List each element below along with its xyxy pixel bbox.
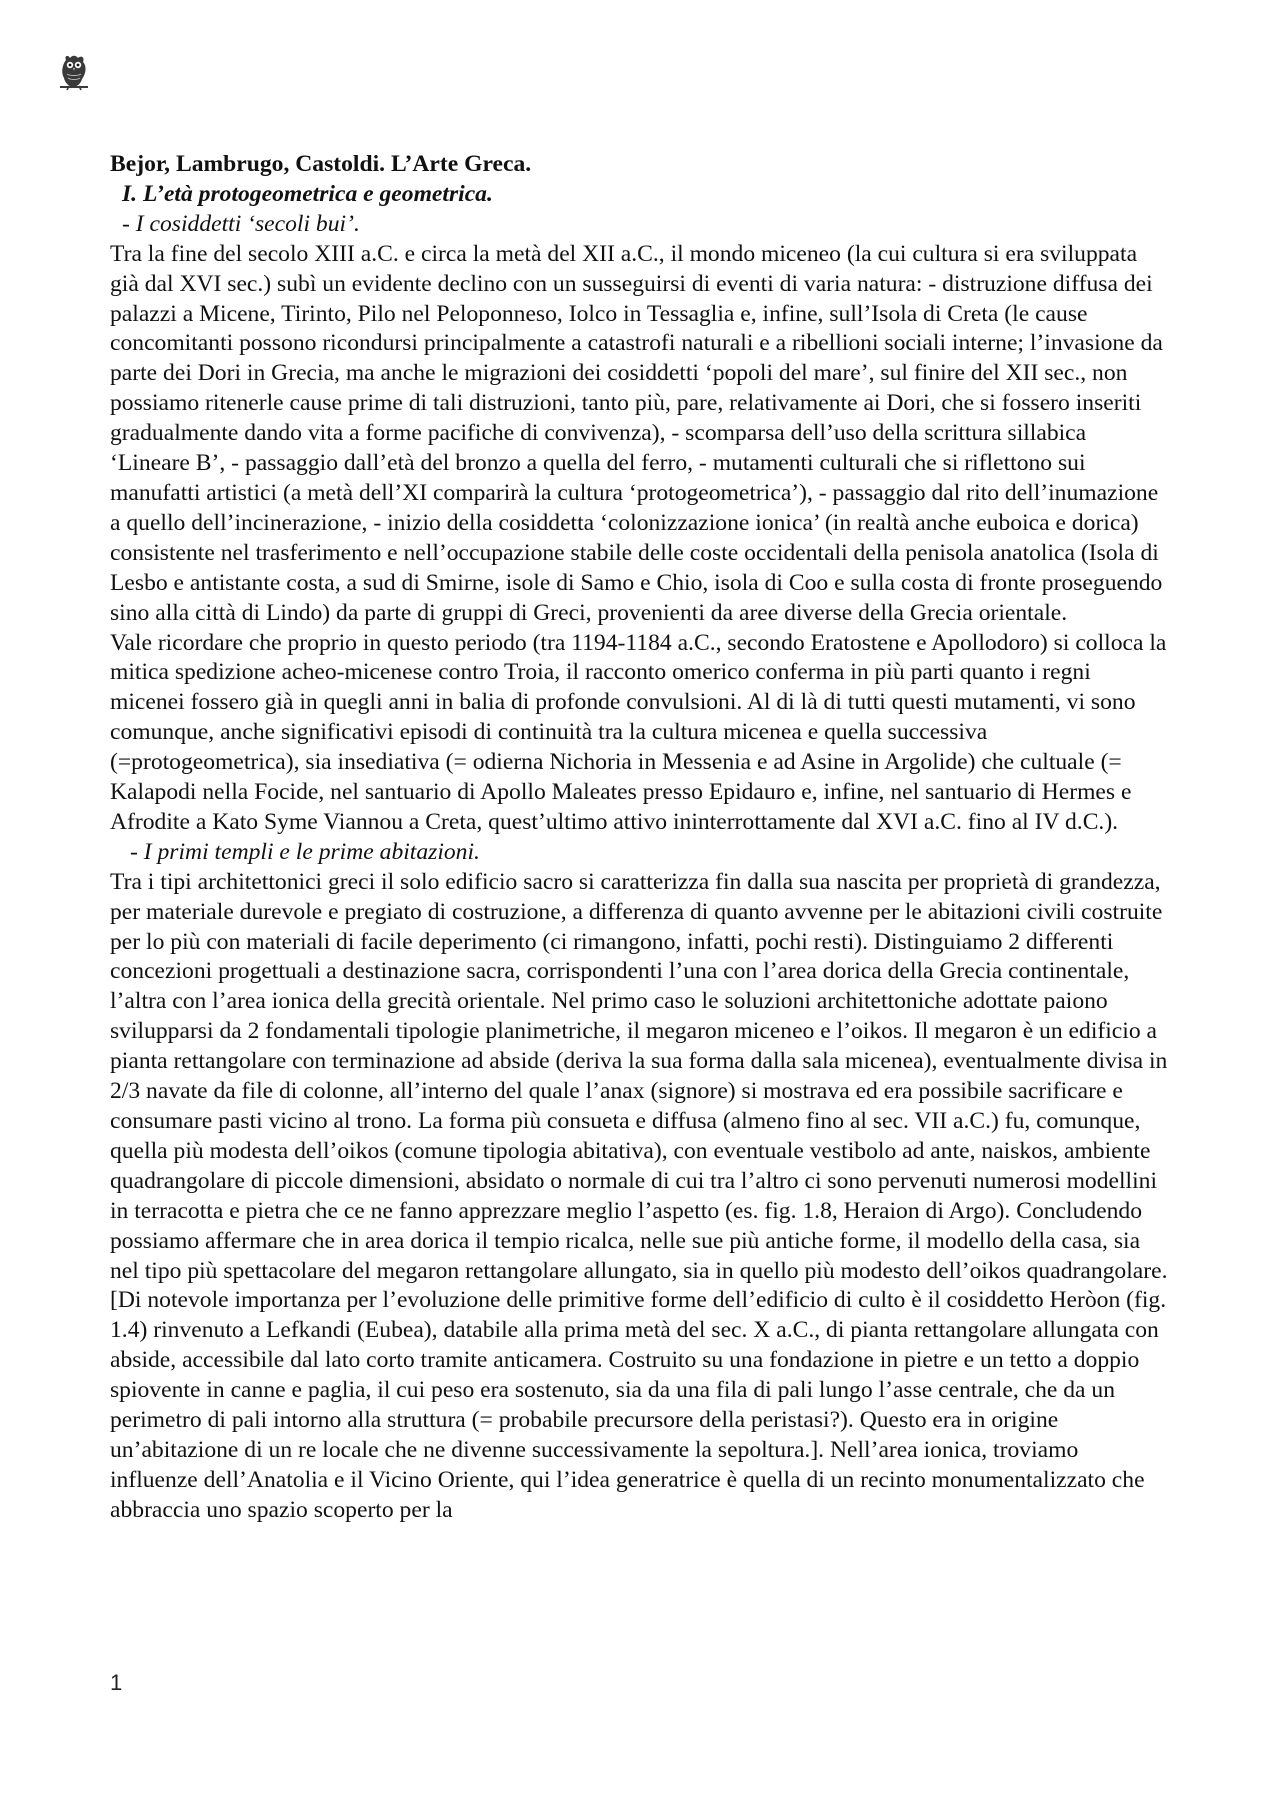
paragraph: Vale ricordare che proprio in questo periodo (tra 1194-1184 a.C., secondo Eratostene e Apollodoro) si colloca la mitica spedizione acheo-micenese contro Troia, il racconto omerico conferma in più parti quanto i regni micenei fossero già in quegli anni in balia di profonde convulsioni. Al di là di tutti questi mutamenti, vi sono comunque, anche significativi episodi di continuità tra la cultura micenea e quella successiva (=protogeometrica), sia insediativa (= odierna Nichoria in Messenia e ad Asine in Argolide) che cultuale (= Kalapodi nella Focide, nel santuario di Apollo Maleates presso Epidauro e, infine, nel santuario di Hermes e Afrodite a Kato Syme Viannou a Creta, quest’ultimo attivo ininterrottamente dal XVI a.C. fino al IV d.C.).	[110, 629, 1167, 835]
owl-icon	[54, 52, 94, 92]
page-number: 1	[110, 1670, 123, 1695]
paragraph: Tra i tipi architettonici greci il solo edificio sacro si caratterizza fin dalla sua nascita per proprietà di grandezza, per materiale durevole e pregiato di costruzione, a differenza di quanto avvenne per le abitazioni civili costruite per lo più con materiali di facile deperimento (ci rimangono, infatti, pochi resti). Distinguiamo 2 differenti concezioni progettuali a destinazione sacra, corrispondenti l’una con l’area dorica della Grecia continentale, l’altra con l’area ionica della grecità orientale. Nel primo caso le soluzioni architettoniche adottate paiono svilupparsi da 2 fondamentali tipologie planimetriche, il megaron miceneo e l’oikos. Il megaron è un edificio a pianta rettangolare con terminazione ad abside (deriva la sua forma dalla sala micenea), eventualmente divisa in 2/3 navate da file di colonne, all’interno del quale l’anax (signore) si mostrava ed era possibile sacrificare e consumare pasti vicino al trono. La forma più consueta e diffusa (almeno fino al sec. VII a.C.) fu, comunque, quella più modesta dell’oikos (comune tipologia abitativa), con eventuale vestibolo ad ante, naiskos, ambiente quadrangolare di piccole dimensioni, absidato o normale di cui tra l’altro ci sono pervenuti numerosi modellini in terracotta e pietra che ce ne fanno apprezzare meglio l’aspetto (es. fig. 1.8, Heraion di Argo). Concludendo possiamo affermare che in area dorica il tempio ricalca, nelle sue più antiche forme, il modello della casa, sia nel tipo più spettacolare del megaron rettangolare allungato, sia in quello più modesto dell’oikos quadrangolare. [Di notevole importanza per l’evoluzione delle primitive forme dell’edificio di culto è il cosiddetto Heròon (fig. 1.4) rinvenuto a Lefkandi (Eubea), databile alla prima metà del sec. X a.C., di pianta rettangolare allungata con abside, accessibile dal lato corto tramite anticamera. Costruito su una fondazione in pietre e un tetto a doppio spiovente in canne e paglia, il cui peso era sostenuto, sia da una fila di pali lungo l’asse centrale, che da un perimetro di pali intorno alla struttura (= probabile precursore della peristasi?). Questo era in origine un’abitazione di un re locale che ne divenne successivamente la sepoltura.]. Nell’area ionica, troviamo influenze dell’Anatolia e il Vicino Oriente, qui l’idea generatrice è quella di un recinto monumentalizzato che abbraccia uno spazio scoperto per la	[110, 868, 1168, 1523]
document-title: Bejor, Lambrugo, Castoldi. L’Arte Greca.	[110, 151, 532, 177]
paragraph: Tra la fine del secolo XIII a.C. e circa la metà del XII a.C., il mondo miceneo (la cui cultura si era sviluppata già dal XVI sec.) subì un evidente declino con un susseguirsi di eventi di varia natura: - distruzione diffusa dei palazzi a Micene, Tirinto, Pilo nel Peloponneso, Iolco in Tessaglia e, infine, sull’Isola di Creta (le cause concomitanti possono ricondursi principalmente a catastrofi naturali e a ribellioni sociali interne; l’invasione da parte dei Dori in Grecia, ma anche le migrazioni dei cosiddetti ‘popoli del mare’, sul finire del XII sec., non possiamo ritenerle cause prime di tali distruzioni, tanto più, pare, relativamente ai Dori, che si fossero inseriti gradualmente dando vita a forme pacifiche di convivenza), - scomparsa dell’uso della scrittura sillabica ‘Lineare B’, - passaggio dall’età del bronzo a quella del ferro, - mutamenti culturali che si riflettono sui manufatti artistici (a metà dell’XI comparirà la cultura ‘protogeometrica’), - passaggio dal rito dell’inumazione a quello dell’incinerazione, - inizio della cosiddetta ‘colonizzazione ionica’ (in realtà anche euboica e dorica) consistente nel trasferimento e nell’occupazione stabile delle coste occidentali della penisola anatolica (Isola di Lesbo e antistante costa, a sud di Smirne, isole di Samo e Chio, isola di Coo e sulla costa di fronte proseguendo sino alla città di Lindo) da parte di gruppi di Greci, provenienti da aree diverse della Grecia orientale.	[110, 240, 1163, 626]
chapter-heading: I. L’età protogeometrica e geometrica.	[122, 180, 493, 207]
section-heading-templi: - I primi templi e le prime abitazioni.	[130, 838, 480, 865]
section-heading-secoli-bui: - I cosiddetti ‘secoli bui’.	[122, 210, 360, 237]
document-body	[110, 150, 1170, 1526]
